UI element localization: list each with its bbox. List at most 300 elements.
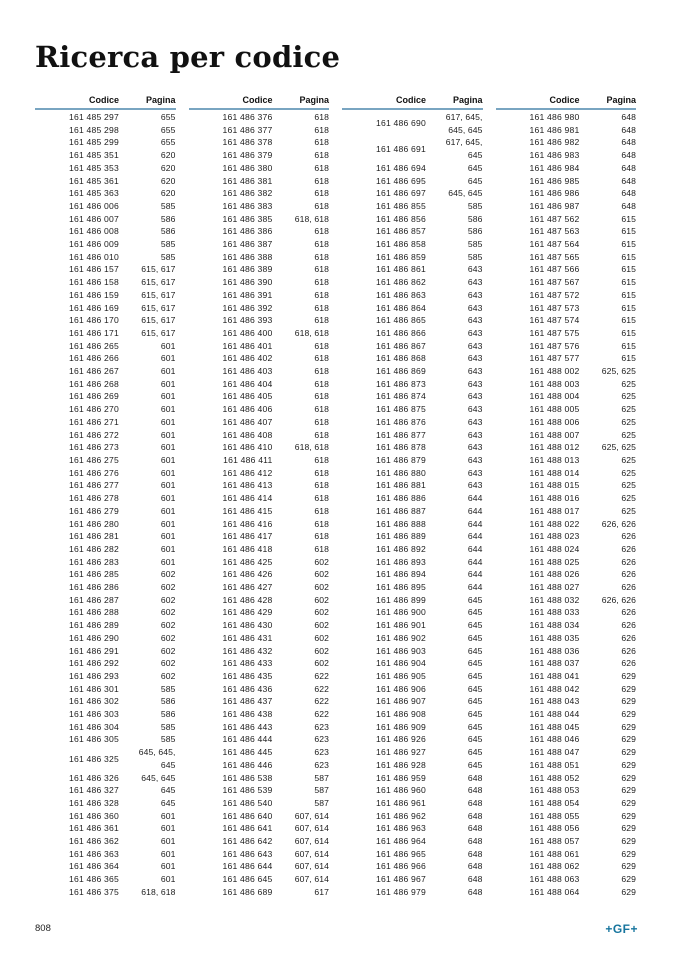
code-cell: 161 487 575 <box>529 327 580 338</box>
page-cell: 601 <box>160 480 176 491</box>
pagina-header: Pagina <box>145 95 176 105</box>
code-cell: 161 486 272 <box>69 429 119 440</box>
table-row <box>342 175 483 188</box>
code-cell: 161 486 902 <box>376 632 426 643</box>
code-cell: 161 486 430 <box>222 620 273 631</box>
table-row <box>35 429 176 442</box>
code-cell: 161 486 444 <box>222 734 273 745</box>
table-row <box>189 568 330 581</box>
page-cell: 601 <box>160 454 176 465</box>
page-cell: 648 <box>621 200 636 211</box>
page-cell: 602 <box>160 607 176 618</box>
code-cell: 161 486 387 <box>222 239 273 250</box>
page-cell: 625 <box>621 493 636 504</box>
code-cell: 161 486 888 <box>376 518 426 529</box>
code-cell: 161 486 539 <box>222 785 273 796</box>
table-row <box>496 378 637 391</box>
table-row <box>189 670 330 683</box>
code-cell: 161 488 003 <box>529 378 580 389</box>
page-cell: 607, 614 <box>294 861 329 872</box>
code-cell: 161 486 360 <box>69 810 119 821</box>
table-row <box>35 848 176 861</box>
table-row <box>189 289 330 302</box>
code-cell: 161 488 036 <box>529 645 580 656</box>
code-cell: 161 486 984 <box>529 162 580 173</box>
column-header <box>496 95 637 110</box>
table-row <box>35 810 176 823</box>
page-cell: 643 <box>467 429 483 440</box>
page-cell: 585 <box>160 251 176 262</box>
table-row <box>496 136 637 149</box>
page-cell: 607, 614 <box>294 810 329 821</box>
page-cell: 644 <box>467 543 483 554</box>
code-cell: 161 486 926 <box>376 734 426 745</box>
table-row <box>35 594 176 607</box>
table-row <box>35 581 176 594</box>
page-cell: 615, 617 <box>141 302 176 313</box>
table-row <box>189 124 330 137</box>
table-row <box>496 581 637 594</box>
code-cell: 161 486 893 <box>376 556 426 567</box>
table-row <box>496 556 637 569</box>
code-cell: 161 486 364 <box>69 861 119 872</box>
code-cell: 161 486 644 <box>222 861 273 872</box>
code-cell: 161 487 576 <box>529 340 580 351</box>
code-cell: 161 486 987 <box>529 200 580 211</box>
page-cell: 629 <box>621 874 636 885</box>
page-cell: 643 <box>467 391 483 402</box>
codice-header: Codice <box>395 95 426 105</box>
page-cell: 626 <box>621 645 636 656</box>
page-cell: 601 <box>160 429 176 440</box>
table-row <box>342 416 483 429</box>
code-cell: 161 486 389 <box>222 264 273 275</box>
page-cell: 648 <box>467 823 483 834</box>
code-cell: 161 486 645 <box>222 874 273 885</box>
code-cell: 161 486 379 <box>222 150 273 161</box>
code-cell: 161 486 538 <box>222 772 273 783</box>
code-cell: 161 486 411 <box>223 454 273 465</box>
page-cell: 602 <box>314 556 329 567</box>
page-cell: 645 <box>467 658 483 669</box>
code-cell: 161 486 392 <box>222 302 273 313</box>
code-cell: 161 486 443 <box>222 721 273 732</box>
page-cell: 615 <box>621 264 636 275</box>
code-cell: 161 488 004 <box>529 391 580 402</box>
page-cell: 643 <box>467 277 483 288</box>
page-cell: 645 <box>467 175 483 186</box>
table-row <box>342 276 483 289</box>
code-cell: 161 486 427 <box>222 582 273 593</box>
page-cell: 615, 617 <box>141 327 176 338</box>
table-row <box>189 530 330 543</box>
table-row <box>35 670 176 683</box>
table-row <box>35 314 176 327</box>
table-row <box>35 162 176 175</box>
page-cell: 643 <box>467 302 483 313</box>
table-row <box>189 479 330 492</box>
page-cell: 643 <box>467 340 483 351</box>
code-cell: 161 488 005 <box>529 404 580 415</box>
code-cell: 161 486 858 <box>376 239 426 250</box>
code-cell: 161 488 041 <box>529 670 580 681</box>
page-cell: 645 <box>467 594 483 605</box>
table-row <box>342 746 483 759</box>
table-row <box>342 619 483 632</box>
code-cell: 161 488 044 <box>529 709 580 720</box>
code-cell: 161 488 016 <box>529 493 580 504</box>
code-cell: 161 487 574 <box>529 315 580 326</box>
page-cell: 601 <box>160 493 176 504</box>
code-cell: 161 486 895 <box>376 582 426 593</box>
code-cell: 161 486 403 <box>222 366 273 377</box>
code-cell: 161 485 297 <box>69 112 119 122</box>
page-cell: 618 <box>314 124 329 135</box>
page-cell: 602 <box>314 582 329 593</box>
page-cell: 644 <box>467 505 483 516</box>
table-row <box>189 619 330 632</box>
pagina-header: Pagina <box>606 95 636 105</box>
page-cell: 629 <box>621 797 636 808</box>
code-cell: 161 488 052 <box>529 772 580 783</box>
code-cell: 161 486 887 <box>376 505 426 516</box>
page-cell: 618, 618 <box>294 327 329 338</box>
table-row <box>342 365 483 378</box>
gf-logo: +GF+ <box>605 922 638 936</box>
page-cell: 602 <box>314 658 329 669</box>
code-cell: 161 486 380 <box>222 162 273 173</box>
table-row <box>189 111 330 124</box>
page-cell: 648 <box>467 810 483 821</box>
table-row <box>189 632 330 645</box>
table-row <box>342 848 483 861</box>
table-row <box>496 289 637 302</box>
code-cell: 161 488 015 <box>529 480 580 491</box>
code-cell: 161 487 562 <box>529 213 580 224</box>
table-row <box>189 657 330 670</box>
code-cell: 161 488 025 <box>529 556 580 567</box>
page-cell: 643 <box>467 467 483 478</box>
code-cell: 161 486 432 <box>222 645 273 656</box>
table-row <box>189 492 330 505</box>
code-cell: 161 488 047 <box>529 747 580 758</box>
page-cell: 626 <box>621 658 636 669</box>
table-row <box>496 594 637 607</box>
page-cell: 623 <box>314 734 329 745</box>
table-row <box>342 390 483 403</box>
page-cell: 618 <box>314 467 329 478</box>
table-row <box>496 873 637 886</box>
code-cell: 161 488 042 <box>529 683 580 694</box>
table-row <box>342 111 483 136</box>
page-cell: 625 <box>621 480 636 491</box>
page-cell: 618 <box>314 391 329 402</box>
table-row <box>342 873 483 886</box>
page-cell: 618 <box>314 137 329 148</box>
code-cell: 161 486 960 <box>376 785 426 796</box>
table-row <box>189 314 330 327</box>
column-rows <box>189 110 330 899</box>
table-row <box>342 479 483 492</box>
page-cell: 586 <box>160 226 176 237</box>
table-row <box>496 276 637 289</box>
table-row <box>342 518 483 531</box>
table-row <box>342 695 483 708</box>
code-cell: 161 488 063 <box>529 874 580 885</box>
table-row <box>35 352 176 365</box>
code-cell: 161 486 689 <box>222 886 273 897</box>
table-row <box>496 530 637 543</box>
page-cell: 617, 645, 645 <box>445 137 483 161</box>
code-cell: 161 486 980 <box>529 112 580 122</box>
page-cell: 618 <box>314 505 329 516</box>
page-cell: 618 <box>314 366 329 377</box>
table-row <box>189 886 330 899</box>
code-cell: 161 486 433 <box>222 658 273 669</box>
table-row <box>189 467 330 480</box>
page-cell: 629 <box>621 670 636 681</box>
column-header <box>35 95 176 110</box>
column-rows <box>496 110 637 899</box>
table-row <box>496 543 637 556</box>
page-cell: 643 <box>467 327 483 338</box>
page-cell: 618 <box>314 226 329 237</box>
page-cell: 625 <box>621 454 636 465</box>
table-row <box>342 302 483 315</box>
page-cell: 622 <box>314 683 329 694</box>
table-row <box>35 467 176 480</box>
page-cell: 615 <box>621 327 636 338</box>
code-cell: 161 486 407 <box>222 416 273 427</box>
table-row <box>189 873 330 886</box>
table-row <box>496 314 637 327</box>
table-row <box>496 340 637 353</box>
page-cell: 585 <box>160 200 176 211</box>
page-cell: 601 <box>160 416 176 427</box>
table-row <box>342 136 483 161</box>
code-cell: 161 486 640 <box>222 810 273 821</box>
page-cell: 601 <box>160 543 176 554</box>
table-row <box>189 835 330 848</box>
code-cell: 161 486 388 <box>222 251 273 262</box>
code-cell: 161 486 289 <box>69 620 119 631</box>
table-row <box>35 860 176 873</box>
table-row <box>35 886 176 899</box>
code-cell: 161 488 053 <box>529 785 580 796</box>
code-cell: 161 486 418 <box>222 543 273 554</box>
page-cell: 602 <box>160 632 176 643</box>
code-cell: 161 486 270 <box>69 404 119 415</box>
page-cell: 629 <box>621 861 636 872</box>
page-cell: 626 <box>621 582 636 593</box>
table-row <box>496 848 637 861</box>
code-cell: 161 486 979 <box>376 886 426 897</box>
page-cell: 626 <box>621 556 636 567</box>
page-cell: 629 <box>621 683 636 694</box>
code-cell: 161 486 876 <box>376 416 426 427</box>
table-row <box>189 302 330 315</box>
page-cell: 585 <box>467 239 483 250</box>
page-cell: 618 <box>314 162 329 173</box>
page-cell: 655 <box>160 137 176 148</box>
table-row <box>189 556 330 569</box>
page-cell: 602 <box>160 670 176 681</box>
table-row <box>342 784 483 797</box>
page-cell: 587 <box>314 797 329 808</box>
page-cell: 643 <box>467 378 483 389</box>
page-cell: 643 <box>467 366 483 377</box>
table-row <box>496 518 637 531</box>
table-row <box>35 721 176 734</box>
table-row <box>496 467 637 480</box>
table-row <box>342 314 483 327</box>
table-row <box>35 416 176 429</box>
table-row <box>496 251 637 264</box>
table-row <box>496 695 637 708</box>
page-cell: 645 <box>467 670 483 681</box>
table-row <box>35 251 176 264</box>
table-row <box>496 721 637 734</box>
table-column-4 <box>496 95 637 899</box>
table-row <box>35 530 176 543</box>
table-row <box>35 111 176 124</box>
code-cell: 161 486 909 <box>376 721 426 732</box>
page-cell: 626 <box>621 569 636 580</box>
table-row <box>496 111 637 124</box>
table-row <box>35 365 176 378</box>
page-cell: 648 <box>621 112 636 122</box>
code-cell: 161 486 280 <box>69 518 119 529</box>
table-row <box>35 238 176 251</box>
table-row <box>496 670 637 683</box>
page-cell: 618 <box>314 493 329 504</box>
code-cell: 161 488 062 <box>529 861 580 872</box>
code-cell: 161 486 901 <box>376 620 426 631</box>
code-cell: 161 487 577 <box>529 353 580 364</box>
table-row <box>496 746 637 759</box>
table-row <box>189 162 330 175</box>
code-cell: 161 486 266 <box>69 353 119 364</box>
table-row <box>189 606 330 619</box>
page-cell: 618 <box>314 480 329 491</box>
table-row <box>496 797 637 810</box>
code-cell: 161 486 863 <box>376 289 426 300</box>
table-row <box>189 810 330 823</box>
table-row <box>35 454 176 467</box>
code-cell: 161 486 293 <box>69 670 119 681</box>
page-cell: 629 <box>621 836 636 847</box>
code-cell: 161 486 169 <box>69 302 119 313</box>
code-cell: 161 486 408 <box>222 429 273 440</box>
table-row <box>189 733 330 746</box>
table-row <box>35 149 176 162</box>
code-cell: 161 486 269 <box>69 391 119 402</box>
code-cell: 161 487 563 <box>529 226 580 237</box>
code-cell: 161 488 051 <box>529 759 580 770</box>
page-cell: 586 <box>467 213 483 224</box>
page-cell: 601 <box>160 378 176 389</box>
table-row <box>496 225 637 238</box>
page-cell: 587 <box>314 772 329 783</box>
code-cell: 161 486 417 <box>222 531 273 542</box>
code-cell: 161 486 429 <box>222 607 273 618</box>
page-cell: 601 <box>160 556 176 567</box>
page-cell: 602 <box>314 594 329 605</box>
page-cell: 618 <box>314 378 329 389</box>
code-cell: 161 486 986 <box>529 188 580 199</box>
code-cell: 161 488 014 <box>529 467 580 478</box>
page-cell: 625 <box>621 404 636 415</box>
table-row <box>189 543 330 556</box>
page-cell: 601 <box>160 467 176 478</box>
table-column-2 <box>189 95 330 899</box>
page-cell: 618 <box>314 112 329 122</box>
page-cell: 629 <box>621 810 636 821</box>
page-cell: 618 <box>314 239 329 250</box>
code-cell: 161 486 985 <box>529 175 580 186</box>
page-cell: 623 <box>314 721 329 732</box>
code-cell: 161 487 566 <box>529 264 580 275</box>
code-cell: 161 486 361 <box>69 823 119 834</box>
code-cell: 161 486 856 <box>376 213 426 224</box>
table-row <box>342 772 483 785</box>
table-row <box>496 772 637 785</box>
page-cell: 585 <box>467 200 483 211</box>
code-cell: 161 486 982 <box>529 137 580 148</box>
code-cell: 161 486 981 <box>529 124 580 135</box>
page-cell: 601 <box>160 518 176 529</box>
table-row <box>496 619 637 632</box>
table-row <box>496 403 637 416</box>
table-row <box>35 225 176 238</box>
table-row <box>35 340 176 353</box>
table-row <box>496 175 637 188</box>
table-row <box>189 378 330 391</box>
code-cell: 161 486 292 <box>69 658 119 669</box>
table-row <box>342 797 483 810</box>
code-cell: 161 488 024 <box>529 543 580 554</box>
code-cell: 161 486 881 <box>376 480 426 491</box>
page-cell: 602 <box>160 658 176 669</box>
code-cell: 161 486 906 <box>376 683 426 694</box>
code-cell: 161 486 855 <box>376 200 426 211</box>
footer-page-number: 808 <box>35 923 51 934</box>
table-row <box>342 429 483 442</box>
table-row <box>496 733 637 746</box>
code-cell: 161 486 385 <box>222 213 273 224</box>
code-cell: 161 488 013 <box>529 454 580 465</box>
page-cell: 615 <box>621 239 636 250</box>
page-cell: 602 <box>160 620 176 631</box>
page-cell: 626 <box>621 543 636 554</box>
code-cell: 161 486 965 <box>376 848 426 859</box>
code-cell: 161 486 170 <box>69 315 119 326</box>
page-cell: 648 <box>467 797 483 808</box>
code-cell: 161 487 565 <box>529 251 580 262</box>
page-cell: 629 <box>621 848 636 859</box>
table-row <box>496 124 637 137</box>
table-row <box>189 695 330 708</box>
table-row <box>35 200 176 213</box>
code-cell: 161 488 057 <box>529 836 580 847</box>
page-cell: 587 <box>314 785 329 796</box>
code-cell: 161 486 286 <box>69 582 119 593</box>
page-cell: 625 <box>621 505 636 516</box>
page-cell: 629 <box>621 823 636 834</box>
page-cell: 618 <box>314 302 329 313</box>
code-cell: 161 486 428 <box>222 594 273 605</box>
page-cell: 643 <box>467 264 483 275</box>
